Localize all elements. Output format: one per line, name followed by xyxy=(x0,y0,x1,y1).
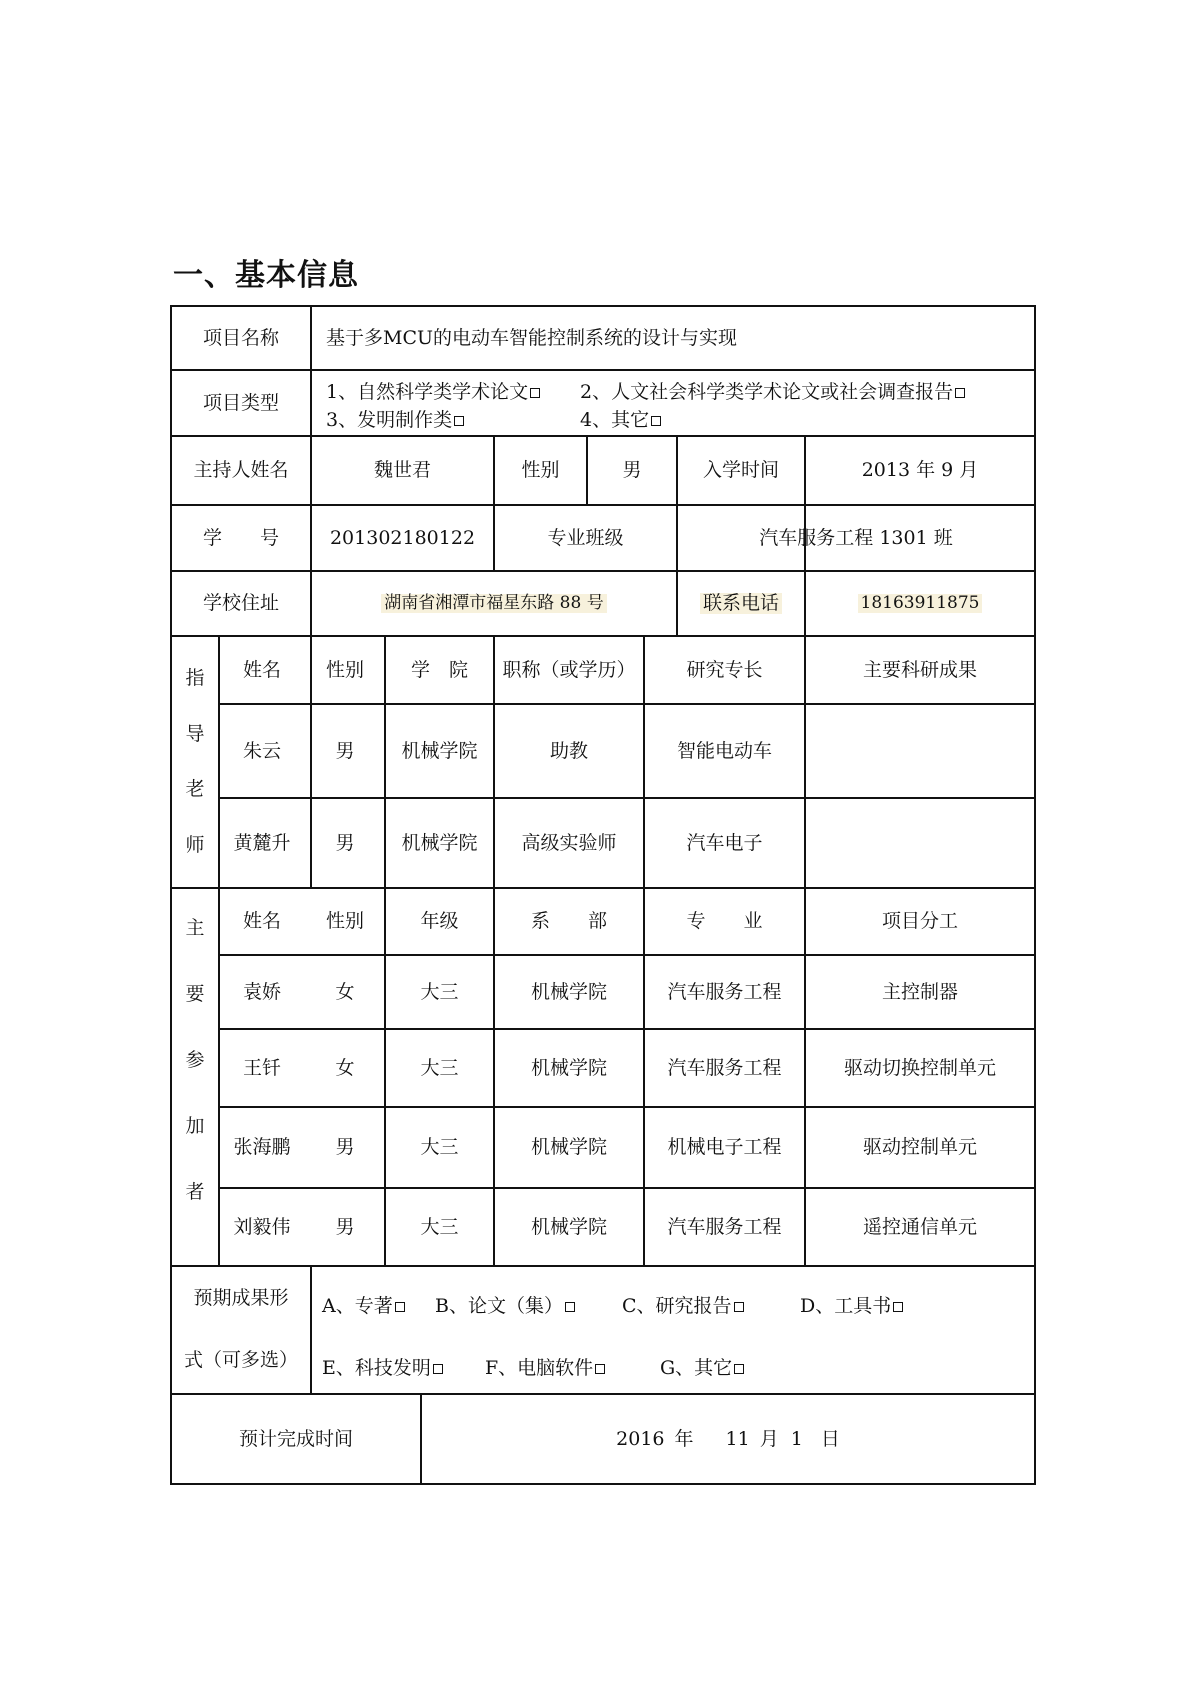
address-label: 学校住址 xyxy=(202,592,279,614)
table-row-cell: 朱云 xyxy=(242,739,281,762)
member-header-gender: 性别 xyxy=(325,910,364,932)
checkbox-icon[interactable] xyxy=(565,1302,575,1312)
outcome-option-f: F、电脑软件 xyxy=(485,1359,605,1378)
table-row-cell xyxy=(806,799,1034,887)
members-side-label: 主 要 参 加 者 xyxy=(185,916,205,1203)
table-row-cell: 男 xyxy=(335,831,355,854)
member-header-department: 系 部 xyxy=(530,910,607,932)
table-row-cell: 张海鹏 xyxy=(233,1136,291,1158)
completion-label: 预计完成时间 xyxy=(238,1427,353,1450)
checkbox-icon[interactable] xyxy=(651,416,661,426)
host-gender-label: 性别 xyxy=(521,459,560,481)
table-row-cell: 男 xyxy=(335,1136,355,1158)
table-row-cell: 王钎 xyxy=(242,1056,281,1079)
class-label: 专业班级 xyxy=(547,526,624,549)
project-name-value: 基于多MCU的电动车智能控制系统的设计与实现 xyxy=(326,326,738,349)
advisor-header-name: 姓名 xyxy=(242,658,281,681)
phone-cell xyxy=(806,572,1034,635)
address-cell xyxy=(312,572,676,635)
type-option-1: 1、自然科学类学术论文 xyxy=(326,383,540,402)
table-row-cell: 汽车服务工程 xyxy=(667,1056,782,1079)
host-gender-value: 男 xyxy=(622,459,642,481)
table-row-cell: 助教 xyxy=(549,739,588,762)
section-heading: 一、基本信息 xyxy=(173,258,359,293)
checkbox-icon[interactable] xyxy=(395,1302,405,1312)
member-header-name: 姓名 xyxy=(242,910,281,932)
table-row-cell: 智能电动车 xyxy=(676,739,772,762)
completion-day-unit: 日 xyxy=(820,1427,840,1450)
table-row-cell: 大三 xyxy=(420,1215,459,1238)
student-id-value: 201302180122 xyxy=(329,526,476,549)
completion-date xyxy=(422,1395,1034,1483)
checkbox-icon[interactable] xyxy=(893,1302,903,1312)
table-row-cell: 男 xyxy=(335,1215,355,1238)
advisor-header-expertise: 研究专长 xyxy=(686,658,763,681)
table-row-cell: 主控制器 xyxy=(881,980,958,1003)
checkbox-icon[interactable] xyxy=(955,388,965,398)
host-name-label: 主持人姓名 xyxy=(193,459,289,481)
table-row-cell: 汽车电子 xyxy=(686,831,763,854)
table-row-cell: 袁娇 xyxy=(242,980,281,1003)
table-row-cell: 汽车服务工程 xyxy=(667,980,782,1003)
table-row-cell: 机械学院 xyxy=(530,980,607,1003)
completion-month-unit: 月 xyxy=(759,1427,779,1450)
outcome-label-line2: 式（可多选） xyxy=(183,1348,298,1371)
table-row-cell: 大三 xyxy=(420,1136,459,1158)
table-row-cell: 刘毅伟 xyxy=(233,1215,291,1238)
completion-month: 11 xyxy=(725,1427,750,1450)
table-row-cell: 遥控通信单元 xyxy=(862,1215,977,1238)
checkbox-icon[interactable] xyxy=(454,416,464,426)
outcome-option-g: G、其它 xyxy=(660,1359,744,1378)
outcome-option-d: D、工具书 xyxy=(800,1297,903,1316)
advisor-header-college: 学 院 xyxy=(410,658,468,681)
table-row-cell: 驱动切换控制单元 xyxy=(843,1056,996,1079)
table-row-cell: 黄麓升 xyxy=(233,831,291,854)
phone-label-cell xyxy=(678,572,804,635)
outcome-option-e: E、科技发明 xyxy=(322,1359,443,1378)
rule xyxy=(310,1265,312,1393)
table-row-cell: 女 xyxy=(335,980,355,1003)
checkbox-icon[interactable] xyxy=(530,388,540,398)
type-option-3: 3、发明制作类 xyxy=(326,411,464,430)
student-id-label: 学 号 xyxy=(202,526,279,549)
type-option-2: 2、人文社会科学类学术论文或社会调查报告 xyxy=(580,383,965,402)
outcome-option-b: B、论文（集） xyxy=(435,1297,575,1316)
table-row-cell: 男 xyxy=(335,739,355,762)
table-row-cell: 机械学院 xyxy=(530,1215,607,1238)
type-option-4: 4、其它 xyxy=(580,411,661,430)
member-header-major: 专 业 xyxy=(686,910,763,932)
enroll-label: 入学时间 xyxy=(702,459,779,481)
outcome-option-a: A、专著 xyxy=(322,1297,405,1316)
phone-label: 联系电话 xyxy=(700,593,782,614)
basic-info-form xyxy=(170,305,1036,1485)
table-row-cell: 大三 xyxy=(420,1056,459,1079)
checkbox-icon[interactable] xyxy=(734,1364,744,1374)
table-row-cell: 机械学院 xyxy=(401,739,478,762)
member-header-role: 项目分工 xyxy=(881,910,958,932)
table-row-cell: 女 xyxy=(335,1056,355,1079)
host-name-value: 魏世君 xyxy=(373,459,431,481)
completion-year: 2016 xyxy=(616,1427,665,1450)
project-type-label: 项目类型 xyxy=(202,391,279,414)
completion-year-unit: 年 xyxy=(674,1427,694,1450)
checkbox-icon[interactable] xyxy=(595,1364,605,1374)
phone-value: 18163911875 xyxy=(858,594,983,613)
table-row-cell: 高级实验师 xyxy=(521,831,617,854)
checkbox-icon[interactable] xyxy=(433,1364,443,1374)
completion-day: 1 xyxy=(790,1427,803,1450)
table-row-cell: 机械电子工程 xyxy=(667,1136,782,1158)
address-value: 湖南省湘潭市福星东路 88 号 xyxy=(381,594,606,613)
table-row-cell: 机械学院 xyxy=(530,1136,607,1158)
table-row-cell: 汽车服务工程 xyxy=(667,1215,782,1238)
checkbox-icon[interactable] xyxy=(734,1302,744,1312)
advisors-side-label: 指 导 老 师 xyxy=(185,667,205,856)
project-name-label: 项目名称 xyxy=(202,326,279,349)
outcome-option-c: C、研究报告 xyxy=(622,1297,744,1316)
outcome-label-line1: 预期成果形 xyxy=(193,1286,289,1309)
table-row-cell: 大三 xyxy=(420,980,459,1003)
class-value: 汽车服务工程 1301 班 xyxy=(759,526,953,549)
table-row-cell xyxy=(806,705,1034,797)
rule xyxy=(170,1265,1036,1267)
table-row-cell: 驱动控制单元 xyxy=(862,1136,977,1158)
advisor-header-gender: 性别 xyxy=(325,658,364,681)
table-row-cell: 机械学院 xyxy=(530,1056,607,1079)
advisor-header-title: 职称（或学历） xyxy=(502,658,636,681)
rule xyxy=(1034,305,1036,1485)
table-row-cell: 机械学院 xyxy=(401,831,478,854)
rule xyxy=(170,1483,1036,1485)
enroll-value: 2013 年 9 月 xyxy=(861,459,979,481)
member-header-grade: 年级 xyxy=(420,910,459,932)
advisor-header-achievements: 主要科研成果 xyxy=(862,658,977,681)
